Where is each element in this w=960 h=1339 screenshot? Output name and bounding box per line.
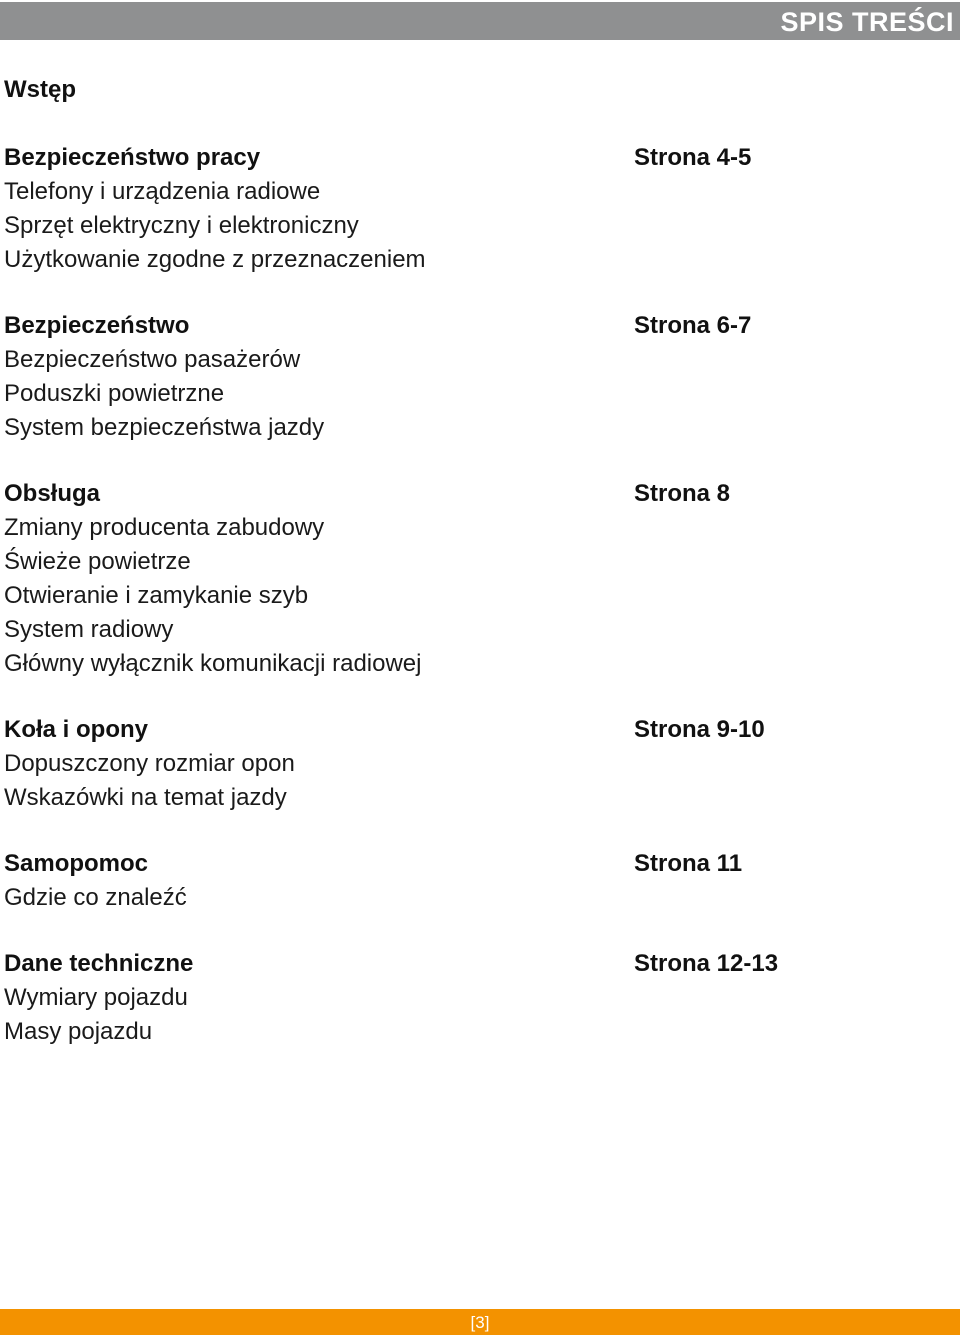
toc-subitem: Masy pojazdu (4, 1018, 153, 1045)
toc-section-header (4, 477, 934, 511)
toc-subitem: Bezpieczeństwo pasażerów (4, 346, 301, 373)
toc-section (4, 477, 934, 681)
toc-section-title: Samopomoc (4, 850, 149, 877)
toc-section-title: Obsługa (4, 480, 101, 507)
toc-section-page: Strona 12-13 (634, 950, 779, 977)
toc-section-page: Strona 6-7 (634, 312, 752, 339)
toc-section-title: Dane techniczne (4, 950, 194, 977)
page-number: [3] (470, 1313, 490, 1332)
toc-subitem: Wymiary pojazdu (4, 984, 188, 1011)
intro-heading: Wstęp (4, 76, 76, 103)
table-of-contents (4, 141, 934, 1081)
toc-subitem: Główny wyłącznik komunikacji radiowej (4, 650, 422, 677)
toc-section-page: Strona 11 (634, 850, 743, 877)
toc-section-page: Strona 4-5 (634, 144, 752, 171)
toc-section (4, 309, 934, 445)
toc-section-header (4, 309, 934, 343)
toc-subitem: Użytkowanie zgodne z przeznaczeniem (4, 246, 426, 273)
toc-subitem: Gdzie co znaleźć (4, 884, 187, 911)
toc-section (4, 141, 934, 277)
toc-subitem: Zmiany producenta zabudowy (4, 514, 325, 541)
toc-subitem: Otwieranie i zamykanie szyb (4, 582, 309, 609)
toc-subitem: Wskazówki na temat jazdy (4, 784, 287, 811)
toc-section-header (4, 847, 934, 881)
toc-section-title: Koła i opony (4, 716, 148, 743)
toc-section (4, 947, 934, 1049)
toc-subitem: Świeże powietrze (4, 548, 191, 575)
page-title: SPIS TREŚCI (780, 7, 954, 37)
toc-subitem: System bezpieczeństwa jazdy (4, 414, 325, 441)
toc-section-page: Strona 8 (634, 480, 731, 507)
toc-section-header (4, 141, 934, 175)
toc-section-title: Bezpieczeństwo pracy (4, 144, 261, 171)
toc-subitem: Dopuszczony rozmiar opon (4, 750, 295, 777)
toc-section (4, 713, 934, 815)
header-bar (0, 2, 960, 40)
toc-section-page: Strona 9-10 (634, 716, 765, 743)
toc-subitem: Sprzęt elektryczny i elektroniczny (4, 212, 359, 239)
toc-subitem: Telefony i urządzenia radiowe (4, 178, 321, 205)
toc-section-title: Bezpieczeństwo (4, 312, 190, 339)
toc-subitem: Poduszki powietrzne (4, 380, 225, 407)
toc-section-header (4, 713, 934, 747)
toc-section-header (4, 947, 934, 981)
toc-section (4, 847, 934, 915)
toc-subitem: System radiowy (4, 616, 174, 643)
